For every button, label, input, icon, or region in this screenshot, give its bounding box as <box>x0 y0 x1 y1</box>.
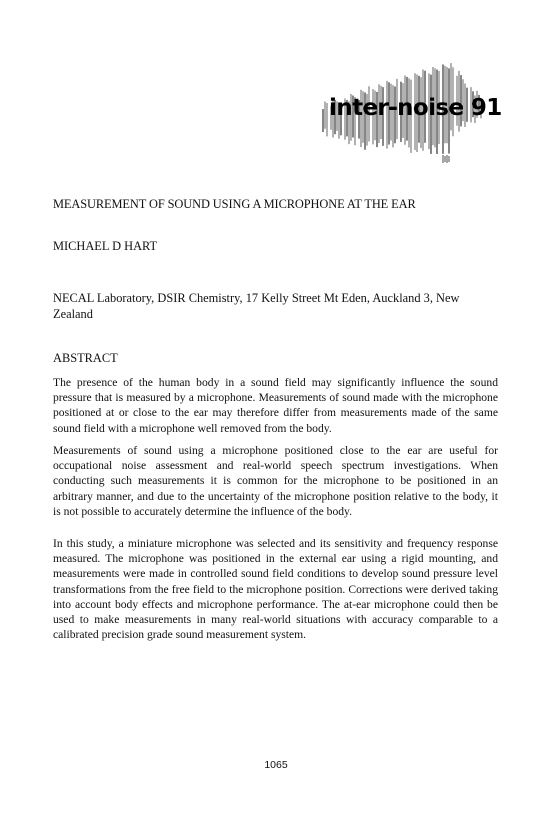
abstract-paragraph-1: The presence of the human body in a sound field may significantly influence the sound pressure that is measured by a microphone. Measurements of sound made with the microphone positioned at or close to the ear may therefore differ from measurements made of the same sound field with a microphone well removed from the body. <box>53 376 498 435</box>
abstract-paragraph-2: Measurements of sound using a microphone positioned close to the ear are useful for occupational noise assessment and real-world speech spectrum investigations. When conducting such measurements it is common for the microphone to be positioned in an arbitrary manner, and due to the uncertainty of the microphone position relative to the body, it is not possible to accurately determine the influence of the body. <box>53 444 498 518</box>
author-name: MICHAEL D HART <box>53 239 158 253</box>
conference-logo <box>315 52 502 172</box>
abstract-paragraph-3: In this study, a miniature microphone was selected and its sensitivity and frequency response measured. The microphone was positioned in the external ear using a rigid mounting, and measurements were made in controlled sound field conditions to develop sound pressure level transformations from the free field to the microphone position. Corrections were derived taking into account body effects and microphone performance. The at-ear microphone could then be used to make measurements in many real-world situations with accuracy comparable to a calibrated precision grade sound measurement system. <box>53 537 498 642</box>
conference-logo-text: inter-noise 91 <box>329 95 502 121</box>
author-affiliation: NECAL Laboratory, DSIR Chemistry, 17 Kelly Street Mt Eden, Auckland 3, New Zealand <box>53 291 460 321</box>
paper-title: MEASUREMENT OF SOUND USING A MICROPHONE AT THE EAR <box>53 197 416 211</box>
page-number: 1065 <box>264 759 288 771</box>
abstract-heading: ABSTRACT <box>53 351 118 365</box>
